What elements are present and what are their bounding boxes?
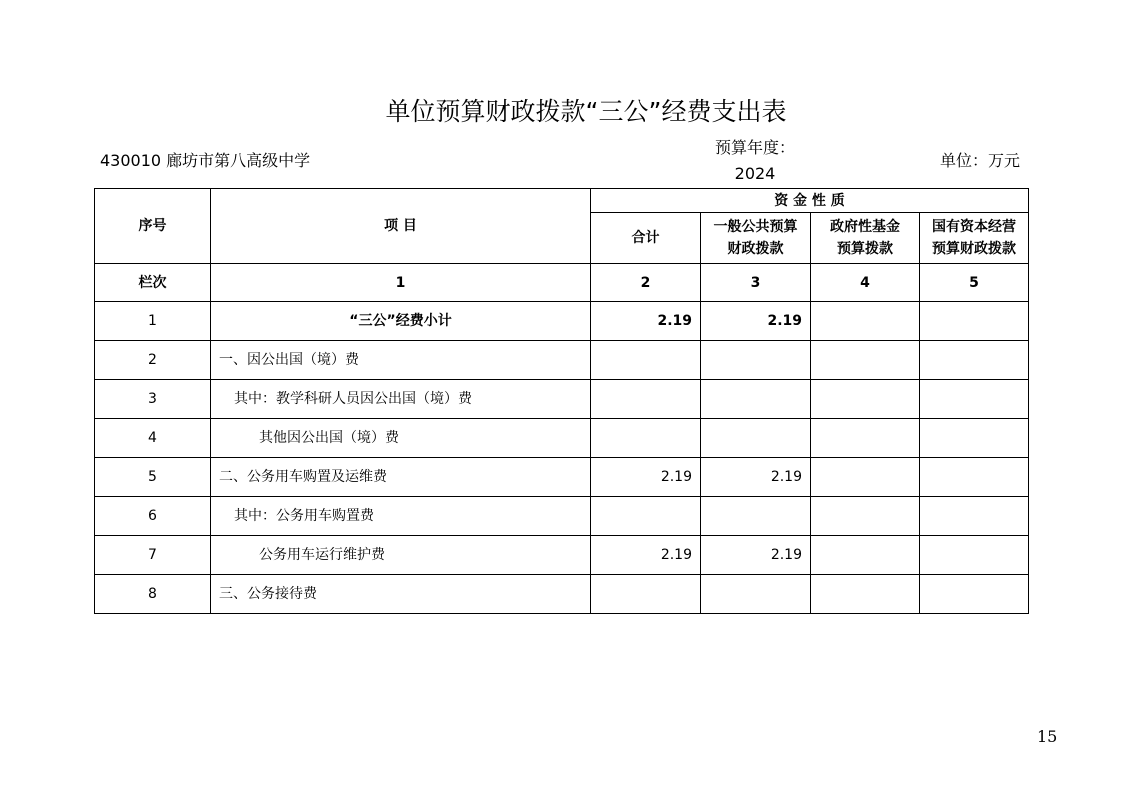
seq-cell: 8 [95, 575, 211, 614]
fund-nature-header: 资 金 性 质 [591, 189, 1029, 213]
total-cell [591, 380, 701, 419]
header-line: 预算拨款 [837, 241, 893, 257]
total-cell [591, 497, 701, 536]
item-cell: 其中：教学科研人员因公出国（境）费 [211, 380, 591, 419]
item-cell: 公务用车运行维护费 [211, 536, 591, 575]
seq-cell: 5 [95, 458, 211, 497]
table-header-row [95, 189, 1029, 213]
state-capital-budget-cell [920, 575, 1029, 614]
header-line: 政府性基金 [830, 219, 900, 235]
item-header: 项 目 [211, 189, 591, 264]
total-cell: 2.19 [591, 302, 701, 341]
seq-cell: 6 [95, 497, 211, 536]
gov-fund-budget-header [811, 213, 920, 264]
column-number: 3 [701, 264, 811, 302]
state-capital-budget-header [920, 213, 1029, 264]
item-cell: “三公”经费小计 [211, 302, 591, 341]
gov-fund-budget-cell [811, 380, 920, 419]
item-cell: 一、因公出国（境）费 [211, 341, 591, 380]
general-public-budget-cell [701, 380, 811, 419]
header-line: 一般公共预算 [713, 219, 798, 235]
general-public-budget-cell [701, 575, 811, 614]
item-cell: 三、公务接待费 [211, 575, 591, 614]
item-cell: 二、公务用车购置及运维费 [211, 458, 591, 497]
table-row [95, 302, 1029, 341]
general-public-budget-cell: 2.19 [701, 458, 811, 497]
state-capital-budget-cell [920, 380, 1029, 419]
general-public-budget-cell: 2.19 [701, 302, 811, 341]
gov-fund-budget-cell [811, 419, 920, 458]
general-public-budget-header [701, 213, 811, 264]
page-title: 单位预算财政拨款“三公”经费支出表 [385, 97, 787, 126]
column-number: 4 [811, 264, 920, 302]
budget-year [700, 135, 810, 187]
general-public-budget-cell [701, 341, 811, 380]
budget-year-label: 预算年度： [714, 138, 795, 157]
state-capital-budget-cell [920, 458, 1029, 497]
seq-cell: 3 [95, 380, 211, 419]
seq-cell: 7 [95, 536, 211, 575]
gov-fund-budget-cell [811, 458, 920, 497]
item-cell: 其中：公务用车购置费 [211, 497, 591, 536]
total-cell: 2.19 [591, 536, 701, 575]
gov-fund-budget-cell [811, 497, 920, 536]
table-row [95, 536, 1029, 575]
state-capital-budget-cell [920, 419, 1029, 458]
unit-label: 单位：万元 [940, 151, 1021, 170]
seq-cell: 4 [95, 419, 211, 458]
page-number: 15 [1037, 727, 1058, 746]
gov-fund-budget-cell [811, 302, 920, 341]
item-cell: 其他因公出国（境）费 [211, 419, 591, 458]
header-line: 国有资本经营 [932, 219, 1016, 235]
seq-cell: 2 [95, 341, 211, 380]
column-number: 1 [211, 264, 591, 302]
table-row [95, 458, 1029, 497]
total-cell [591, 419, 701, 458]
header-line: 财政拨款 [727, 241, 784, 257]
total-cell [591, 341, 701, 380]
table-row [95, 575, 1029, 614]
general-public-budget-cell: 2.19 [701, 536, 811, 575]
general-public-budget-cell [701, 419, 811, 458]
state-capital-budget-cell [920, 536, 1029, 575]
column-number-label: 栏次 [95, 264, 211, 302]
general-public-budget-cell [701, 497, 811, 536]
gov-fund-budget-cell [811, 536, 920, 575]
total-cell: 2.19 [591, 458, 701, 497]
total-header: 合计 [591, 213, 701, 264]
column-number: 2 [591, 264, 701, 302]
table-row [95, 419, 1029, 458]
table-row [95, 497, 1029, 536]
state-capital-budget-cell [920, 341, 1029, 380]
header-line: 预算财政拨款 [932, 241, 1016, 257]
state-capital-budget-cell [920, 497, 1029, 536]
state-capital-budget-cell [920, 302, 1029, 341]
unit-name: 430010 廊坊市第八高级中学 [100, 151, 311, 170]
column-number: 5 [920, 264, 1029, 302]
budget-table [94, 188, 1029, 614]
total-cell [591, 575, 701, 614]
seq-header: 序号 [95, 189, 211, 264]
gov-fund-budget-cell [811, 575, 920, 614]
table-row [95, 380, 1029, 419]
column-number-row [95, 264, 1029, 302]
table-row [95, 341, 1029, 380]
seq-cell: 1 [95, 302, 211, 341]
budget-year-value: 2024 [734, 164, 776, 183]
gov-fund-budget-cell [811, 341, 920, 380]
